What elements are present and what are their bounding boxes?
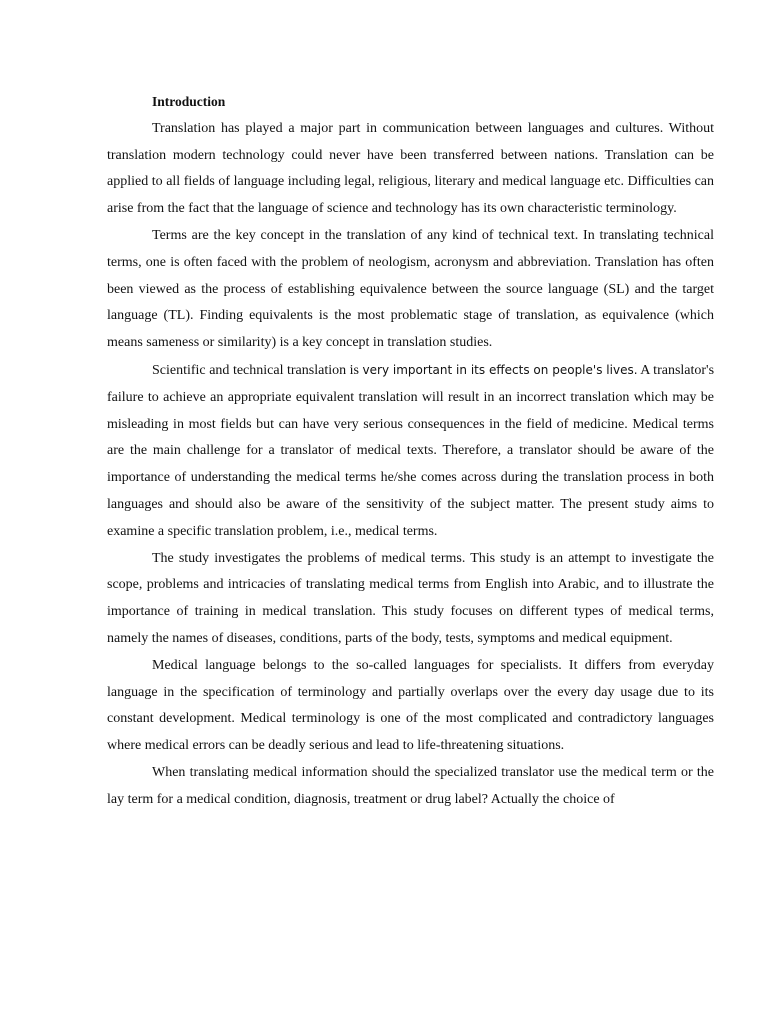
paragraph-3-rest: A translator's failure to achieve an appropriate equivalent translation will result in an incorrect translation which may be misleading in most fields but can have very serious consequences in the field of medicine. Medical terms are the main challenge for a translator of medical texts. Therefore, a translator should be aware of the importance of understanding the medical terms he/she comes across during the translation process in both languages and should also be aware of the sensitivity of the subject matter. The present study aims to examine a specific translation problem, i.e., medical terms.: [107, 362, 715, 539]
paragraph-4: The study investigates the problems of medical terms. This study is an attempt to investigate the scope, problems and intricacies of translating medical terms from English into Arabic, and to illustrate the importance of training in medical translation. This study focuses on different types of medical terms, namely the names of diseases, conditions, parts of the body, tests, symptoms and medical equipment.: [107, 550, 714, 646]
paragraph-3: [107, 357, 714, 546]
paragraph-3-lead: Scientific and technical translation is: [152, 362, 363, 378]
paragraph-5: Medical language belongs to the so-called languages for specialists. It differs from everyday language in the specification of terminology and partially overlaps over the every day usage due to its constant development. Medical terminology is one of the most complicated and contradictory languages where medical errors can be deadly serious and lead to life-threatening situations.: [107, 657, 714, 754]
paragraph-3-emphasis: very important in its effects on people's lives.: [362, 362, 638, 377]
paragraph-6: When translating medical information should the specialized translator use the medical term or the lay term for a medical condition, diagnosis, treatment or drug label? Actually the choice of: [107, 764, 714, 807]
section-heading: Introduction: [152, 94, 226, 109]
paragraph-1: Translation has played a major part in communication between languages and cultures. Without translation modern technology could never have been transferred between nations. Translation can be applied to all fields of language including legal, religious, literary and medical language etc. Difficulties can arise from the fact that the language of science and technology has its own characteristic terminology.: [107, 120, 714, 217]
paragraph-2: Terms are the key concept in the translation of any kind of technical text. In translating technical terms, one is often faced with the problem of neologism, acronysm and abbreviation. Translation has often been viewed as the process of establishing equivalence between the source language (SL) and the target language (TL). Finding equivalents is the most problematic stage of translation, as equivalence (which means sameness or similarity) is a key concept in translation studies.: [107, 227, 714, 351]
body-text: [107, 89, 714, 814]
